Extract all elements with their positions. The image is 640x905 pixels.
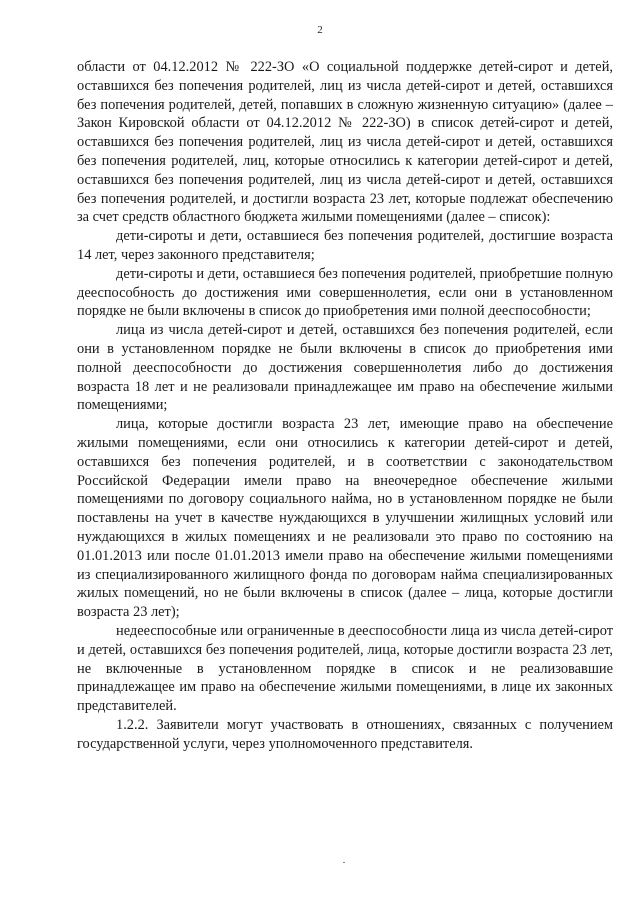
- paragraph-1-2-2-applicants: 1.2.2. Заявители могут участвовать в отношениях, связанных с получением государственной услуги, через уполномоченного представителя.: [77, 716, 613, 752]
- paragraph-orphans-age-14: дети-сироты и дети, оставшиеся без попечения родителей, достигшие возраста 14 лет, через законного представителя;: [77, 228, 613, 263]
- paragraph-full-capacity: дети-сироты и дети, оставшиеся без попечения родителей, приобретшие полную дееспособность до достижения ими совершеннолетия, если они в установленном порядке не были включены в список до приобретения ими полной дееспособности;: [77, 265, 613, 320]
- paragraph-incapacitated: недееспособные или ограниченные в дееспособности лица из числа детей-сирот и детей, оставшихся без попечения родителей, лица, которые достигли возраста 23 лет, не включенные в установленном порядке в список и не реализовавшие принадлежащее им право на обеспечение жилыми помещениями, в лице их законных представителей.: [77, 622, 613, 715]
- scan-speck: [343, 862, 345, 863]
- paragraph-persons-over-23: лица, которые достигли возраста 23 лет, имеющие право на обеспечение жилыми помещениями, если они относились к категории детей-сирот и детей, оставшихся без попечения родителей, и в соответствии с законодательством Российской Федерации имели право на внеочередное обеспечение жилыми помещениями по договору социального найма, но в установленном порядке не были поставлены на учет в качестве нуждающихся в улучшении жилищных условий или нуждающихся в жилых помещениях и не реализовали это право по состоянию на 01.01.2013 или после 01.01.2013 имели право на обеспечение жилыми помещениями из специализированного жилищного фонда по договорам найма специализированных жилых помещений, но не были включены в список (далее – лица, которые достигли возраста 23 лет);: [77, 416, 613, 621]
- paragraph-persons-from-orphans: лица из числа детей-сирот и детей, оставшихся без попечения родителей, если они в установленном порядке не были включены в список до приобретения ими полной дееспособности до достижения совершеннолетия либо до достижения возраста 18 лет и не реализовали принадлежащее им право на обеспечение жилыми помещениями;: [77, 322, 613, 414]
- document-body: [77, 58, 613, 753]
- page-number: 2: [317, 24, 323, 36]
- paragraph-law-reference: области от 04.12.2012 № 222-ЗО «О социальной поддержке детей-сирот и детей, оставшихся без попечения родителей, лиц из числа детей-сирот и детей, оставшихся без попечения родителей, детей, попавших в сложную жизненную ситуацию» (далее – Закон Кировской области от 04.12.2012 № 222-ЗО) в список детей-сирот и детей, оставшихся без попечения родителей, лиц из числа детей-сирот и детей, оставшихся без попечения родителей, лиц, которые относились к категории детей-сирот и детей, оставшихся без попечения родителей, лиц из числа детей-сирот и детей, оставшихся без попечения родителей, и достигли возраста 23 лет, которые подлежат обеспечению за счет средств областного бюджета жилыми помещениями (далее – список):: [77, 59, 613, 226]
